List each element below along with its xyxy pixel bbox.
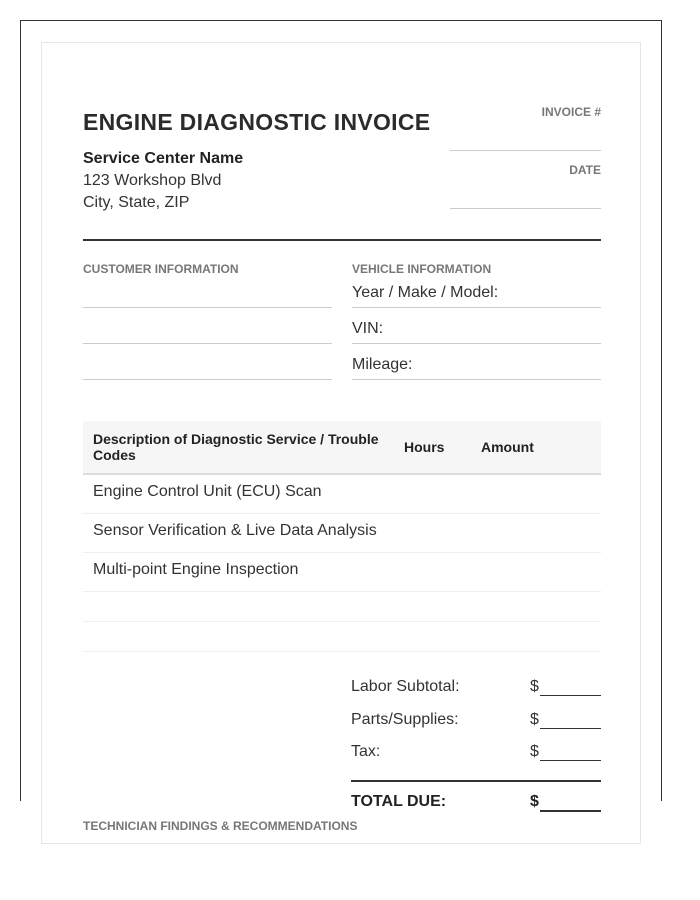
vehicle-vin-label: VIN: xyxy=(352,320,384,337)
table-row[interactable] xyxy=(83,592,601,622)
customer-line-1[interactable] xyxy=(83,307,332,308)
invoice-sheet xyxy=(41,42,641,844)
description-column-header: Description of Diagnostic Service / Trouble Codes xyxy=(93,431,379,463)
total-due-label: TOTAL DUE: xyxy=(351,793,447,810)
vehicle-mileage-field[interactable] xyxy=(352,379,601,380)
table-row[interactable] xyxy=(83,514,601,553)
vehicle-mileage-label: Mileage: xyxy=(352,356,413,373)
service-description: Multi-point Engine Inspection xyxy=(93,561,299,578)
vehicle-info-label: VEHICLE INFORMATION xyxy=(352,262,492,276)
service-description: Engine Control Unit (ECU) Scan xyxy=(93,483,322,500)
total-due-field[interactable] xyxy=(540,810,601,812)
address-line-1: 123 Workshop Blvd xyxy=(83,172,222,189)
address-line-2: City, State, ZIP xyxy=(83,194,190,211)
invoice-title: ENGINE DIAGNOSTIC INVOICE xyxy=(83,109,431,135)
vehicle-year-make-model-label: Year / Make / Model: xyxy=(352,284,499,301)
table-row[interactable] xyxy=(83,553,601,592)
parts-supplies-field[interactable] xyxy=(540,728,601,729)
tax-label: Tax: xyxy=(351,743,381,760)
header-divider xyxy=(83,239,601,241)
document-frame xyxy=(20,20,662,833)
tax-currency: $ xyxy=(530,743,539,760)
vehicle-year-make-model-field[interactable] xyxy=(352,307,601,308)
table-row[interactable] xyxy=(83,622,601,652)
invoice-number-field[interactable] xyxy=(450,150,601,151)
labor-subtotal-currency: $ xyxy=(530,678,539,695)
invoice-number-label: INVOICE # xyxy=(541,105,601,119)
parts-supplies-currency: $ xyxy=(530,711,539,728)
customer-line-2[interactable] xyxy=(83,343,332,344)
labor-subtotal-label: Labor Subtotal: xyxy=(351,678,460,695)
technician-findings-label: TECHNICIAN FINDINGS & RECOMMENDATIONS xyxy=(83,819,358,833)
hours-column-header: Hours xyxy=(404,439,445,455)
labor-subtotal-field[interactable] xyxy=(540,695,601,696)
table-row[interactable] xyxy=(83,475,601,514)
parts-supplies-label: Parts/Supplies: xyxy=(351,711,459,728)
vehicle-vin-field[interactable] xyxy=(352,343,601,344)
service-description: Sensor Verification & Live Data Analysis xyxy=(93,522,377,539)
customer-line-3[interactable] xyxy=(83,379,332,380)
tax-field[interactable] xyxy=(540,760,601,761)
service-center-name: Service Center Name xyxy=(83,150,244,167)
customer-info-label: CUSTOMER INFORMATION xyxy=(83,262,239,276)
totals-divider xyxy=(351,780,601,782)
total-due-currency: $ xyxy=(530,793,539,810)
services-table-header xyxy=(83,421,601,475)
amount-column-header: Amount xyxy=(481,439,534,455)
date-label: DATE xyxy=(569,163,601,177)
invoice-meta xyxy=(450,103,601,213)
date-field[interactable] xyxy=(450,208,601,209)
